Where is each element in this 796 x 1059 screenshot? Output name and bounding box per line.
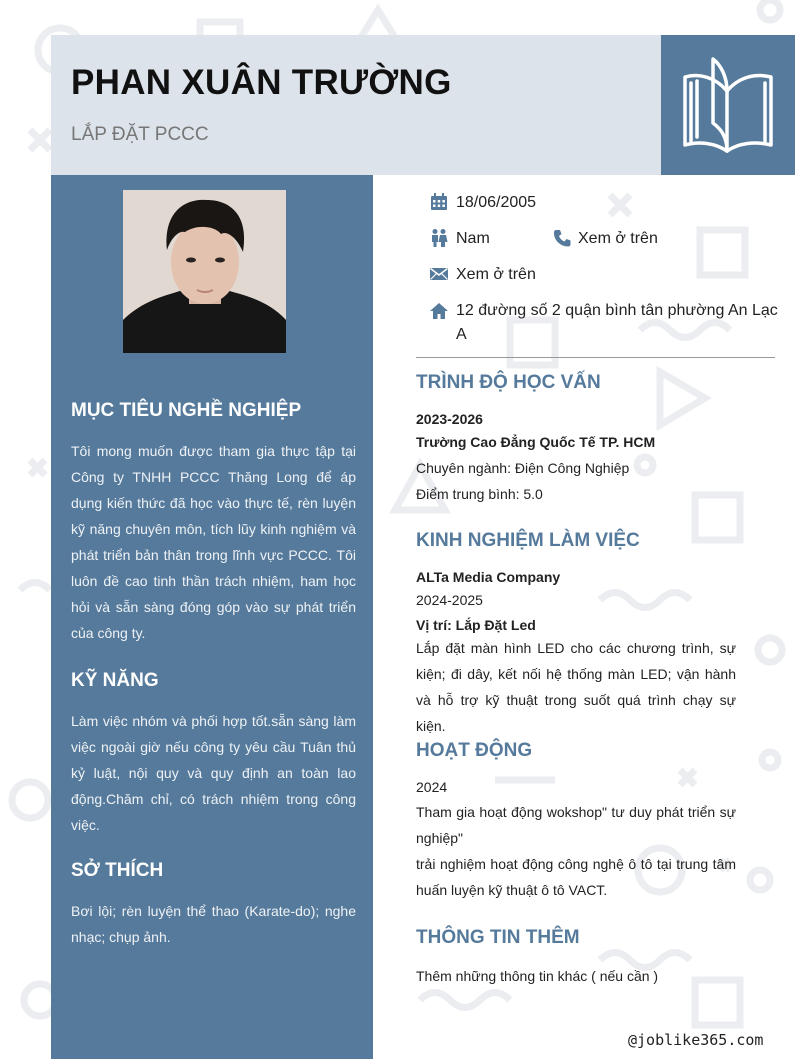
activity-year: 2024 bbox=[416, 779, 448, 795]
contact-phone bbox=[538, 225, 738, 249]
education-block bbox=[416, 411, 736, 512]
gender-value: Nam bbox=[456, 230, 490, 247]
education-major: Chuyên ngành: Điện Công Nghiệp bbox=[416, 460, 630, 476]
header bbox=[51, 35, 661, 175]
education-school: Trường Cao Đẳng Quốc Tế TP. HCM bbox=[416, 434, 656, 450]
education-heading: TRÌNH ĐỘ HỌC VẤN bbox=[416, 372, 601, 393]
skills-heading: KỸ NĂNG bbox=[71, 670, 159, 691]
activity-item: Tham gia hoạt động wokshop" tư duy phát triển sự nghiệp" bbox=[416, 804, 736, 846]
birthday-value: 18/06/2005 bbox=[456, 194, 537, 211]
logo-box bbox=[661, 35, 795, 175]
address-line-2: A bbox=[456, 326, 467, 343]
experience-company: ALTa Media Company bbox=[416, 569, 561, 585]
experience-heading: KINH NGHIỆM LÀM VIỆC bbox=[416, 530, 640, 551]
objective-heading: MỤC TIÊU NGHỀ NGHIỆP bbox=[71, 400, 302, 421]
contact-gender bbox=[416, 225, 546, 249]
contact-address bbox=[416, 297, 776, 345]
phone-icon bbox=[552, 228, 572, 248]
hobbies-section bbox=[71, 860, 356, 950]
objective-text: Tôi mong muốn được tham gia thực tập tại Công ty TNHH PCCC Thăng Long để áp dụng kiến thức đã học vào thực tế, rèn luyện kỹ năng chuyên môn, tích lũy kinh nghiệm và phát triển bản thân trong lĩnh vực PCCC. Tôi luôn đề cao tinh thần trách nhiệm, ham học hỏi và sẵn sàng đóng góp vào sự phát triển của công ty. bbox=[71, 443, 356, 641]
activities-block bbox=[416, 779, 736, 903]
extra-info-heading: THÔNG TIN THÊM bbox=[416, 927, 580, 948]
hobbies-heading: SỞ THÍCH bbox=[71, 860, 164, 881]
sidebar bbox=[51, 175, 373, 1059]
experience-position: Vị trí: Lắp Đặt Led bbox=[416, 617, 536, 633]
gender-icon bbox=[429, 228, 449, 248]
email-value: Xem ở trên bbox=[456, 266, 536, 283]
education-years: 2023-2026 bbox=[416, 411, 483, 427]
job-title: LẮP ĐẶT PCCC bbox=[71, 124, 209, 145]
skills-text: Làm việc nhóm và phối hợp tốt.sẵn sàng làm việc ngoài giờ nếu công ty yêu cầu Tuân thủ kỷ luật, nội quy và quy định an toàn lao động.Chăm chỉ, có trách nhiệm trong công việc. bbox=[71, 713, 356, 833]
address-line-1: 12 đường số 2 quận bình tân phường An Lạc bbox=[456, 302, 778, 319]
open-book-icon bbox=[681, 57, 775, 153]
home-icon bbox=[429, 301, 449, 321]
activity-item: trải nghiệm hoạt động công nghệ ô tô tại trung tâm huấn luyện kỹ thuật ô tô VACT. bbox=[416, 856, 736, 898]
education-gpa: Điểm trung bình: 5.0 bbox=[416, 486, 543, 502]
contact-email bbox=[416, 261, 716, 285]
mail-icon bbox=[429, 264, 449, 284]
experience-years: 2024-2025 bbox=[416, 592, 483, 608]
candidate-name: PHAN XUÂN TRƯỜNG bbox=[71, 63, 452, 102]
activities-heading: HOẠT ĐỘNG bbox=[416, 740, 533, 761]
contact-divider bbox=[416, 357, 775, 358]
footer-watermark: @joblike365.com bbox=[628, 1031, 764, 1049]
contact-birthday bbox=[416, 189, 716, 213]
hobbies-text: Bơi lội; rèn luyện thể thao (Karate-do); nghe nhạc; chụp ảnh. bbox=[71, 903, 356, 945]
profile-photo bbox=[123, 190, 286, 353]
phone-value: Xem ở trên bbox=[578, 230, 658, 247]
skills-section bbox=[71, 670, 356, 838]
calendar-icon bbox=[429, 192, 449, 212]
objective-section bbox=[71, 400, 356, 646]
experience-block bbox=[416, 569, 736, 739]
experience-description: Lắp đặt màn hình LED cho các chương trình, sự kiện; đi dây, kết nối hệ thống màn LED; vận hành và hỗ trợ kỹ thuật trong suốt quá trình chạy sự kiện. bbox=[416, 640, 736, 734]
extra-info-text: Thêm những thông tin khác ( nếu cần ) bbox=[416, 968, 659, 984]
